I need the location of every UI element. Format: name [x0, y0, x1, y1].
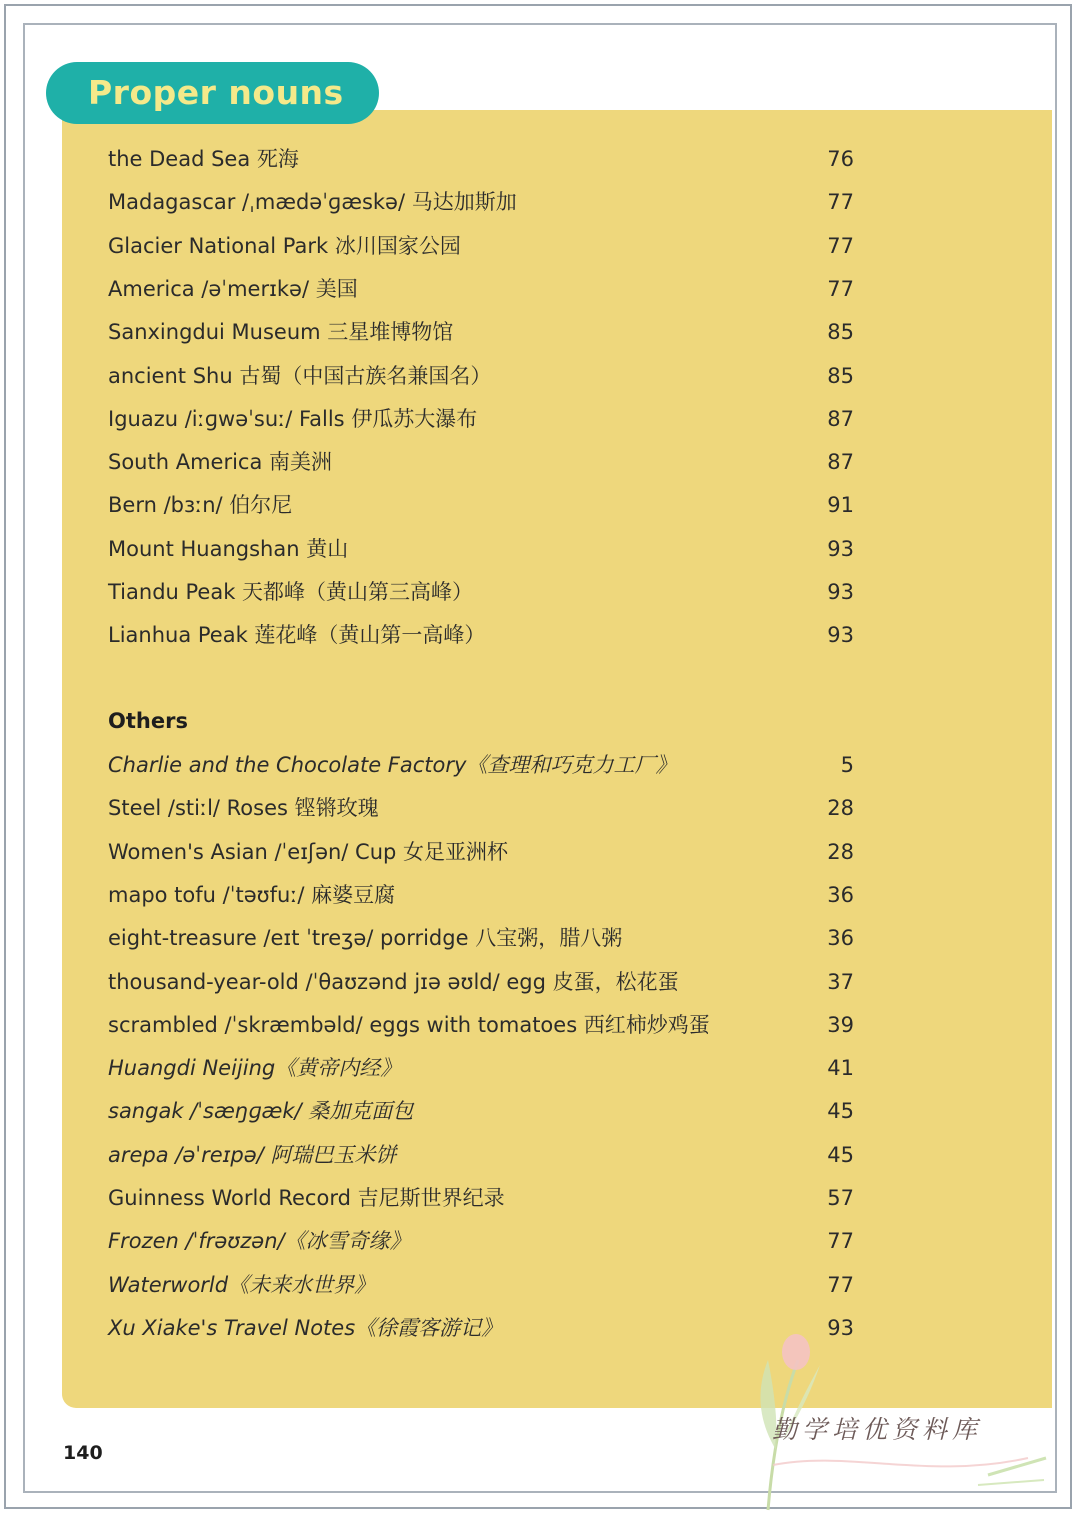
entry-page-number: 91: [827, 493, 854, 518]
others-heading: Others: [108, 709, 188, 733]
entry-page-number: 87: [827, 406, 854, 431]
entry-page-number: 37: [827, 969, 854, 994]
entry-page-number: 85: [827, 320, 854, 345]
list-item: [108, 445, 858, 479]
entry-text: mapo tofu /ˈtəʊfuː/ 麻婆豆腐: [108, 882, 396, 907]
list-item: [108, 185, 858, 219]
entry-text: Glacier National Park 冰川国家公园: [108, 233, 461, 258]
entry-page-number: 39: [827, 1012, 854, 1037]
list-item: [108, 359, 858, 393]
entry-text: Frozen /ˈfrəʊzən/《冰雪奇缘》: [108, 1229, 411, 1254]
entry-text: Women's Asian /ˈeɪʃən/ Cup 女足亚洲杯: [108, 839, 509, 864]
entry-page-number: 93: [827, 580, 854, 604]
list-item: [108, 921, 858, 955]
list-item: [108, 315, 858, 349]
entry-text: Madagascar /ˌmædəˈɡæskə/ 马达加斯加: [108, 190, 517, 215]
list-item: [108, 835, 858, 869]
entry-text: America /əˈmerɪkə/ 美国: [108, 276, 358, 301]
entry-page-number: 28: [827, 839, 854, 864]
list-item: [108, 229, 858, 263]
list-item: [108, 1008, 858, 1042]
entry-page-number: 57: [827, 1186, 854, 1210]
entry-text: South America 南美洲: [108, 450, 333, 475]
entry-page-number: 28: [827, 796, 854, 821]
list-item: [108, 1094, 858, 1128]
entry-page-number: 77: [827, 1229, 854, 1254]
list-item: [108, 532, 858, 566]
entry-page-number: 45: [827, 1099, 854, 1124]
entry-page-number: 36: [827, 882, 854, 907]
entry-text: Mount Huangshan 黄山: [108, 536, 349, 561]
entry-page-number: 85: [827, 363, 854, 388]
entry-text: eight-treasure /eɪt ˈtreʒə/ porridge 八宝粥，腊八粥: [108, 926, 623, 951]
list-item: [108, 1268, 858, 1302]
entry-text: Lianhua Peak 莲花峰（黄山第一高峰）: [108, 623, 486, 648]
section-title: Proper nouns: [46, 62, 379, 124]
entry-page-number: 93: [827, 623, 854, 648]
entry-page-number: 77: [827, 233, 854, 258]
entry-page-number: 41: [827, 1056, 854, 1081]
watermark-text: 勤学培优资料库: [772, 1415, 983, 1444]
entry-page-number: 87: [827, 450, 854, 475]
list-item: [108, 488, 858, 522]
entry-text: Waterworld《未来水世界》: [108, 1272, 376, 1297]
entry-page-number: 93: [827, 1315, 854, 1340]
list-item: [108, 965, 858, 999]
entry-page-number: 36: [827, 926, 854, 951]
entry-text: sangak /ˈsæŋɡæk/ 桑加克面包: [108, 1099, 414, 1124]
entry-page-number: 5: [840, 753, 854, 777]
list-item: [108, 575, 858, 609]
list-item: [108, 618, 858, 652]
list-item: [108, 748, 858, 782]
list-item: [108, 272, 858, 306]
entry-text: Steel /stiːl/ Roses 铿锵玫瑰: [108, 796, 379, 821]
entry-text: thousand-year-old /ˈθaʊzənd jɪə əʊld/ egg 皮蛋，松花蛋: [108, 969, 679, 994]
entry-text: Bern /bɜːn/ 伯尔尼: [108, 493, 293, 518]
list-item: [108, 1224, 858, 1258]
entry-text: Iguazu /iːɡwəˈsuː/ Falls 伊瓜苏大瀑布: [108, 406, 478, 431]
entry-text: arepa /əˈreɪpə/ 阿瑞巴玉米饼: [108, 1142, 397, 1167]
list-item: [108, 1181, 858, 1215]
list-item: [108, 402, 858, 436]
entry-text: Xu Xiake's Travel Notes《徐霞客游记》: [108, 1315, 503, 1340]
list-item: [108, 1138, 858, 1172]
entry-text: Huangdi Neijing《黄帝内经》: [108, 1056, 402, 1081]
list-item: [108, 878, 858, 912]
entry-page-number: 76: [827, 147, 854, 171]
entry-text: Tiandu Peak 天都峰（黄山第三高峰）: [108, 580, 474, 604]
entry-text: Guinness World Record 吉尼斯世界纪录: [108, 1186, 505, 1210]
entry-page-number: 77: [827, 190, 854, 215]
entry-page-number: 77: [827, 1272, 854, 1297]
entry-page-number: 93: [827, 536, 854, 561]
entry-text: scrambled /ˈskræmbəld/ eggs with tomatoes 西红柿炒鸡蛋: [108, 1012, 710, 1037]
list-item: [108, 791, 858, 825]
entry-text: the Dead Sea 死海: [108, 147, 299, 171]
entry-page-number: 45: [827, 1142, 854, 1167]
entry-text: Sanxingdui Museum 三星堆博物馆: [108, 320, 454, 345]
list-item: [108, 1051, 858, 1085]
list-item: [108, 142, 858, 176]
page-number: 140: [63, 1442, 103, 1464]
entry-page-number: 77: [827, 276, 854, 301]
entry-text: Charlie and the Chocolate Factory《查理和巧克力工厂》: [108, 753, 677, 777]
entry-text: ancient Shu 古蜀（中国古族名兼国名）: [108, 363, 492, 388]
